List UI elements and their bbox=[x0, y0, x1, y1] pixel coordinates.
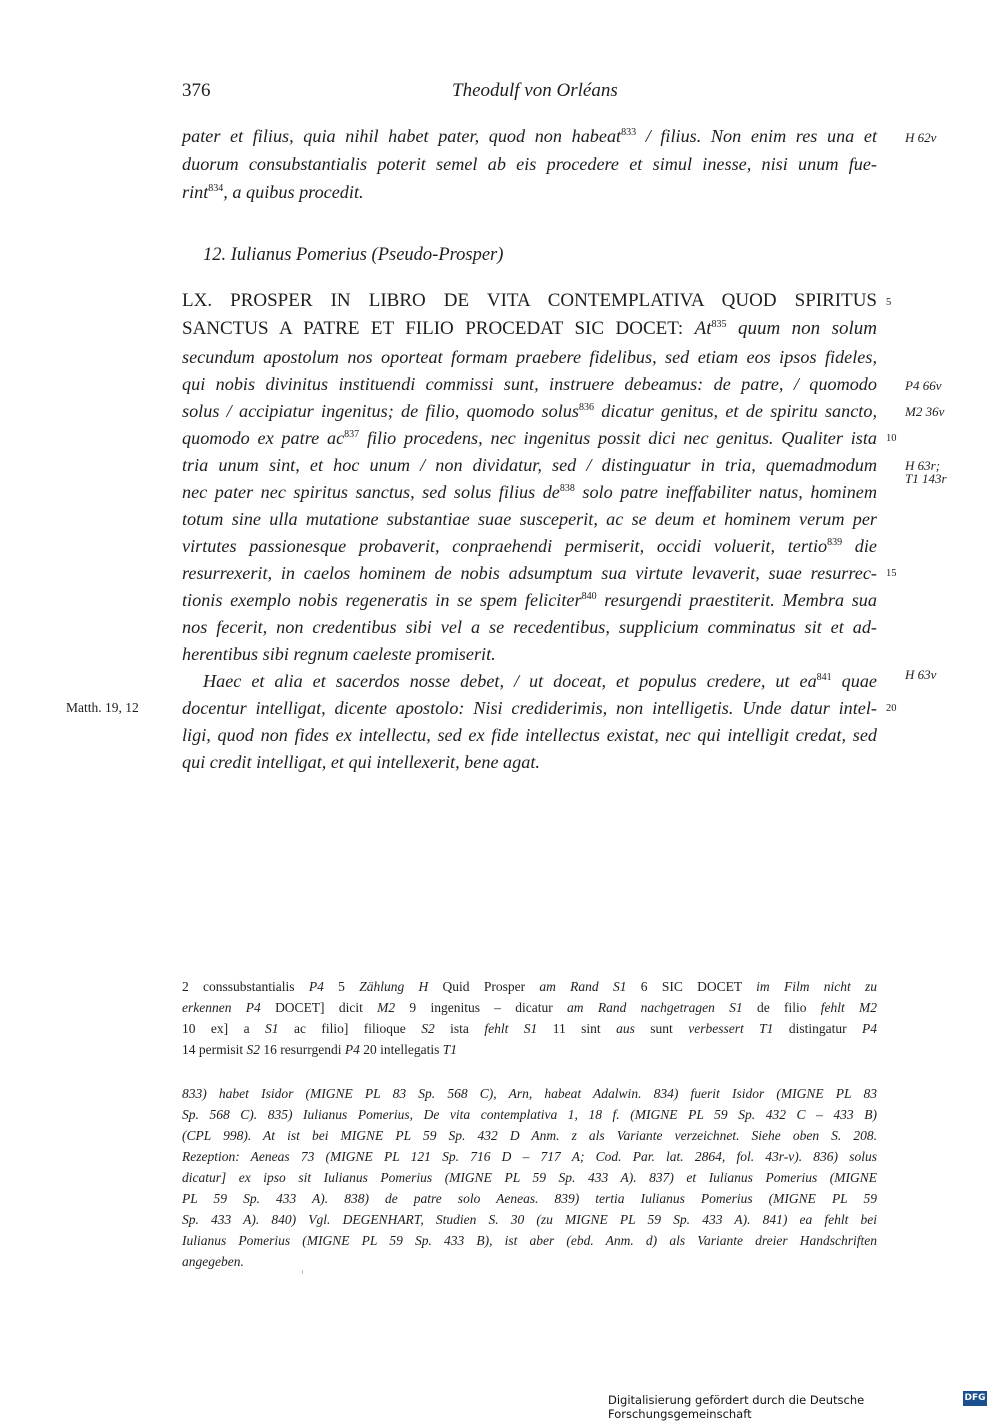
margin-note: H 62v bbox=[905, 130, 937, 145]
apparatus-line: erkennen P4 DOCET] dicit M2 9 ingenitus – dicatur am Rand nachgetragen S1 de filio fehlt M2 bbox=[182, 1000, 878, 1015]
footnote-line: (CPL 998). At ist bei MIGNE PL 59 Sp. 432 D Anm. z als Variante verzeichnet. Siehe oben S. 208. bbox=[182, 1128, 877, 1143]
margin-note: M2 36v bbox=[905, 404, 945, 419]
digitization-credit: Digitalisierung gefördert durch die Deutsche Forschungsgemeinschaft bbox=[608, 1393, 865, 1421]
text-line: quomodo ex patre $ac^{837}$ filio procedens, nec ingenitus possit dici nec genitus. Qualiter ista bbox=[182, 428, 877, 448]
bible-reference: Matth. 19, 12 bbox=[66, 700, 139, 715]
margin-note: P4 66v bbox=[905, 378, 942, 393]
line-number: 5 bbox=[886, 297, 892, 308]
margin-note: H 63r; bbox=[905, 458, 941, 473]
text-line: pater et filius, quia nihil habet pater, quod non habeat$^{833}$ / filius. Non enim res una et bbox=[182, 126, 877, 146]
text-line: totum sine ulla mutatione substantiae suae susceperit, ac se deum et hominem verum per bbox=[182, 509, 877, 529]
text-line: solus / accipiatur ingenitus; de filio, quomodo solus$^{836}$ dicatur genitus, et de spiritu sancto, bbox=[182, 401, 877, 421]
text-line: SANCTUS A PATRE ET FILIO PROCEDAT SIC DOCET: At$^{835}$ quum non solum bbox=[182, 318, 877, 339]
text-line: rint$^{834}$, a quibus procedit. bbox=[182, 182, 364, 202]
text-line: virtutes passionesque probaverit, conpraehendi permiserit, occidi voluerit, tertio$^{839}$ die bbox=[182, 536, 877, 556]
scan-mark bbox=[302, 1270, 303, 1274]
footnote-line: Iulianus Pomerius (MIGNE PL 59 Sp. 433 B), ist aber (ebd. Anm. d) als Variante dreier Handschriften bbox=[182, 1233, 877, 1248]
margin-note: H 63v bbox=[905, 667, 937, 682]
line-number: 20 bbox=[886, 703, 897, 714]
footnote-line: Sp. 433 A). 840) Vgl. DEGENHART, Studien S. 30 (zu MIGNE PL 59 Sp. 433 A). 841) ea fehlt bei bbox=[182, 1212, 877, 1227]
line-number: 15 bbox=[886, 568, 897, 579]
running-title: Theodulf von Orléans bbox=[452, 80, 618, 101]
section-heading: 12. Iulianus Pomerius (Pseudo-Prosper) bbox=[203, 245, 504, 265]
text-line: qui nobis divinitus instituendi commissi sunt, instruere debeamus: de patre, / quomodo bbox=[182, 374, 877, 394]
footnote-line: angegeben. bbox=[182, 1254, 244, 1269]
text-line: tria unum sint, et hoc unum / non dividatur, sed / distinguatur in tria, quemadmodum bbox=[182, 455, 877, 475]
text-line: herentibus sibi regnum caeleste promiserit. bbox=[182, 644, 496, 664]
text-line: ligi, quod non fides ex intellectu, sed ex fide intellectus existat, nec qui intelligit credat, sed bbox=[182, 725, 877, 745]
text-line: LX. PROSPER IN LIBRO DE VITA CONTEMPLATIVA QUOD SPIRITUS bbox=[182, 290, 877, 311]
margin-note: T1 143r bbox=[905, 471, 947, 486]
footnote-line: Sp. 568 C). 835) Iulianus Pomerius, De vita contemplativa 1, 18 f. (MIGNE PL 59 Sp. 432 C – 433 B) bbox=[182, 1107, 877, 1122]
line-number: 10 bbox=[886, 433, 897, 444]
footnote-line: dicatur] ex ipso sit Iulianus Pomerius (MIGNE PL 59 Sp. 433 A). 837) et Iulianus Pomerius (MIGNE bbox=[182, 1170, 877, 1185]
apparatus-line: 2 conssubstantialis P4 5 Zählung H Quid Prosper am Rand S1 6 SIC DOCET im Film nicht zu bbox=[182, 979, 878, 994]
footnote-line: 833) habet Isidor (MIGNE PL 83 Sp. 568 C), Arn, habeat Adalwin. 834) fuerit Isidor (MIGNE PL 83 bbox=[182, 1086, 877, 1101]
text-line: Haec et alia et sacerdos nosse debet, / ut doceat, et populus credere, ut $ea^{841}$ quae bbox=[203, 671, 877, 691]
text-line: secundum apostolum nos oporteat formam praebere fidelibus, sed etiam eos ipsos fideles, bbox=[182, 347, 877, 367]
page-number: 376 bbox=[182, 80, 211, 101]
apparatus-line: 14 permisit S2 16 resurrgendi P4 20 intellegatis T1 bbox=[182, 1042, 457, 1057]
text-line: docentur intelligat, dicente apostolo: Nisi crediderітis, non intelligetis. Unde datur intel- bbox=[182, 698, 877, 718]
dfg-logo: DFG bbox=[963, 1391, 987, 1406]
text-line: duorum consubstantialis poterit semel ab eis procedere et simul inesse, nisi unum fue- bbox=[182, 154, 877, 174]
text-line: resurrexerit, in caelos hominem de nobis adsumptum sua virtute levaverit, suae resurrec- bbox=[182, 563, 877, 583]
apparatus-line: 10 ex] a S1 ac filio] filioque S2 ista fehlt S1 11 sint aus sunt verbessert T1 distingatur P4 bbox=[182, 1021, 878, 1036]
text-line: tionis exemplo nobis regeneratis in se spem feliciter$^{840}$ resurgendi praestiterit. Membra sua bbox=[182, 590, 877, 610]
text-line: nos fecerit, non credentibus sibi vel a se recedentibus, supplicium comminatus sit et ad- bbox=[182, 617, 877, 637]
footnote-line: PL 59 Sp. 433 A). 838) de patre solo Aeneas. 839) tertia Iulianus Pomerius (MIGNE PL 59 bbox=[182, 1191, 877, 1206]
text-line: nec pater nec spiritus sanctus, sed solus filius $de^{838}$ solo patre ineffabiliter natus, hominem bbox=[182, 482, 877, 502]
text-line: qui credit intelligat, et qui intellexerit, bene agat. bbox=[182, 752, 540, 772]
footnote-line: Rezeption: Aeneas 73 (MIGNE PL 121 Sp. 716 D – 717 A; Cod. Par. lat. 2864, fol. 43r-v). 836) solus bbox=[182, 1149, 877, 1164]
